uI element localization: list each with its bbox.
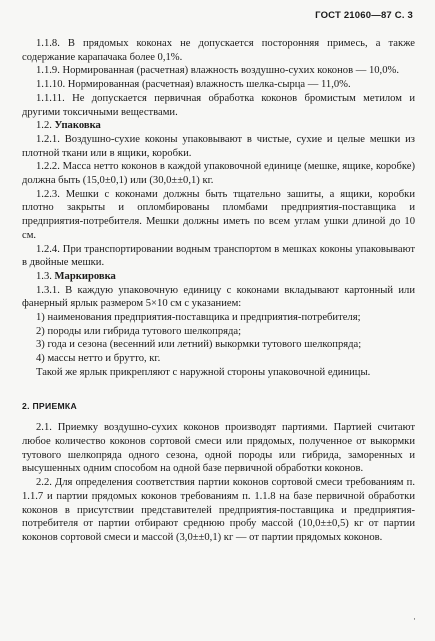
paragraph-1-1-10: 1.1.10. Нормированная (расчетная) влажность шелка-сырца — 11,0%. — [36, 79, 351, 91]
paragraph-2-2: 2.2. Для определения соответствия партии коконов сортовой смеси требованиям п. 1.1.7 и партии прядомых коконов требованиям п. 1.1.8 на базе первичной обработки коконов в присутствии представителей предприятия-поставщика и предприятия-потребителя от партии отбирают среднюю пробу массой (10,0±±0,5) кг от партии коконов сортовой смеси и массой (3,0±±0,1) кг — от партии прядомых коконов. — [22, 477, 415, 543]
paragraph-1-2-3: 1.2.3. Мешки с коконами должны быть тщательно зашиты, а ящики, коробки плотно закрыты и опломбированы пломбами предприятия-поставщика и предприятия-потребителя. Мешки должны иметь по всем углам ушки длиной до 10 см. — [22, 188, 415, 241]
paragraph-2-1: 2.1. Приемку воздушно-сухих коконов производят партиями. Партией считают любое количество коконов сортовой смеси или прядомых, полученное от выкормки тутового шелкопряда одного сезона, одной породы или гибрида, заморенных и высушенных одним способом на одной базе первичной обработки коконов. — [22, 422, 415, 475]
page-number: С. 3 — [394, 10, 413, 21]
list-item: 4) массы нетто и брутто, кг. — [36, 353, 161, 365]
paragraph-1-2-1: 1.2.1. Воздушно-сухие коконы упаковывают в чистые, сухие и целые мешки из плотной ткани или в ящики, коробки. — [22, 133, 415, 159]
section-title: Маркировка — [54, 270, 116, 282]
section-title: Упаковка — [54, 120, 101, 132]
paragraph-1-1-8: 1.1.8. В прядомых коконах не допускается посторонняя примесь, а также содержание карапачака более 0,1%. — [22, 38, 415, 63]
paragraph-1-1-9: 1.1.9. Нормированная (расчетная) влажность воздушно-сухих коконов — 10,0%. — [36, 65, 399, 77]
standard-number: ГОСТ 21060—87 — [315, 10, 392, 21]
paragraph-marking-outro: Такой же ярлык прикрепляют с наружной стороны упаковочной единицы. — [36, 366, 371, 378]
paragraph-1-3-1: 1.3.1. В каждую упаковочную единицу с коконами вкладывают картонный или фанерный ярлык размером 5×10 см с указанием: — [22, 284, 415, 310]
paragraph-1-2-2: 1.2.2. Масса нетто коконов в каждой упаковочной единице (мешке, ящике, коробке) должна быть (15,0±0,1) или (30,0±±0,1) кг. — [22, 161, 415, 187]
page-header — [315, 10, 413, 21]
document-body — [22, 37, 415, 545]
list-item: 2) породы или гибрида тутового шелкопряда; — [36, 325, 242, 337]
section-number: 1.3. — [36, 270, 52, 282]
section-heading-acceptance: 2. ПРИЕМКА — [22, 400, 77, 411]
paragraph-1-2-4: 1.2.4. При транспортировании водным транспортом в мешках коконы упаковывают в двойные мешки. — [22, 243, 415, 269]
list-item: 3) года и сезона (весенний или летний) выкормки тутового шелкопряда; — [36, 339, 362, 351]
section-heading-packing — [22, 119, 415, 133]
list-item: 1) наименования предприятия-поставщика и предприятия-потребителя; — [36, 312, 361, 324]
section-heading-marking — [22, 270, 415, 284]
paragraph-1-1-11: 1.1.11. Не допускается первичная обработка коконов бромистым метилом и другими токсичными веществами. — [22, 92, 415, 118]
print-mark: · — [413, 614, 416, 624]
section-number: 1.2. — [36, 120, 52, 132]
